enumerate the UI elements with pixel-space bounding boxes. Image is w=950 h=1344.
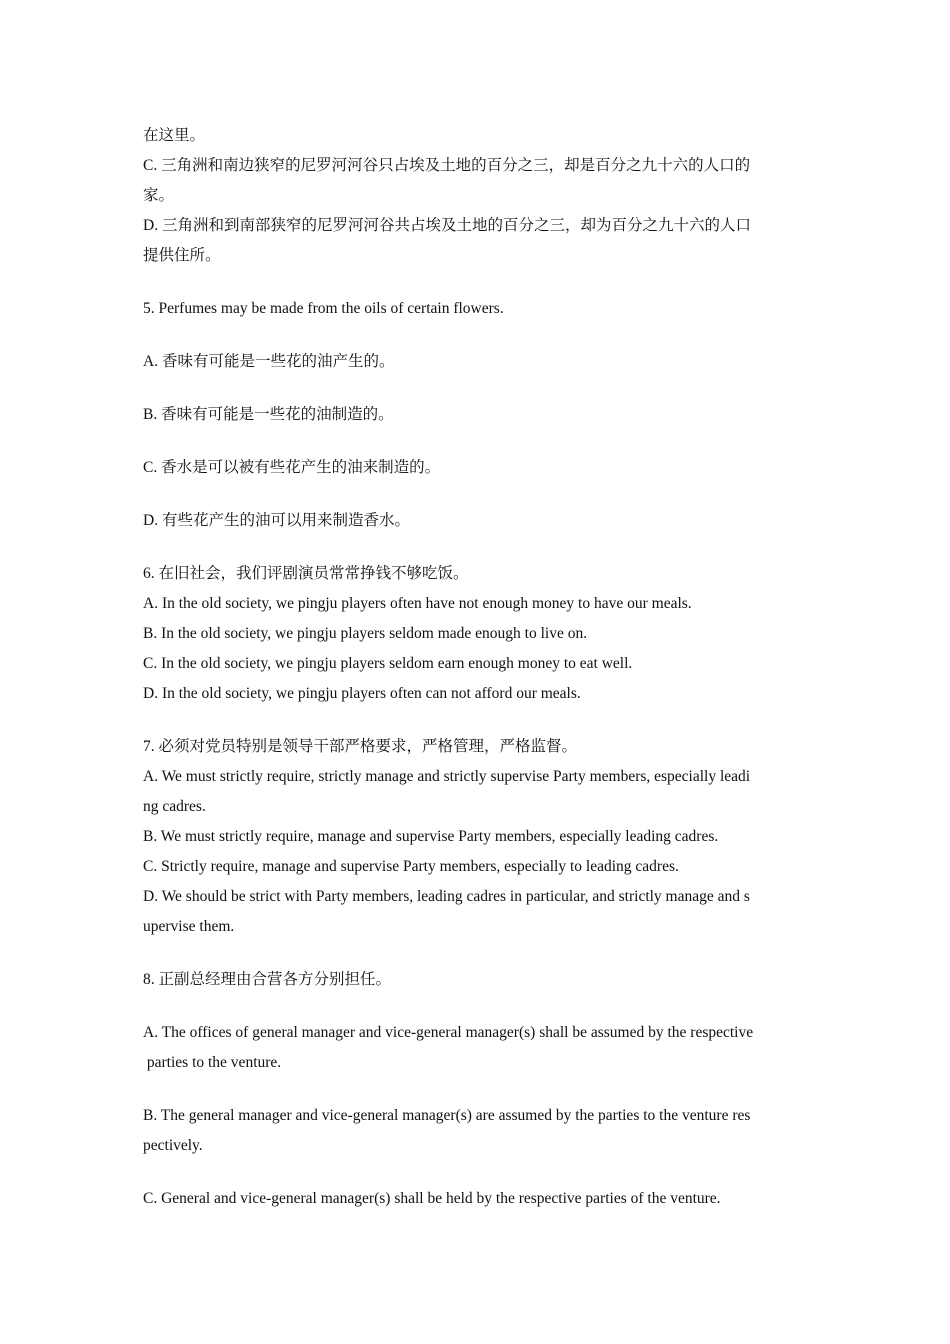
q7-option-a-line1: A. We must strictly require, strictly manage and strictly supervise Party members, especially leadi [143,768,751,785]
q7-option-d-line1: D. We should be strict with Party members, leading cadres in particular, and strictly manage and s [143,888,750,905]
q6-option-c: C. In the old society, we pingju players seldom earn enough money to eat well. [143,655,633,672]
q8-option-a-line1: A. The offices of general manager and vice-general manager(s) shall be assumed by the respective [143,1024,754,1041]
q5-option-d: D. 有些花产生的油可以用来制造香水。 [143,512,410,529]
q6-option-b: B. In the old society, we pingju players seldom made enough to live on. [143,625,588,642]
q5-option-c: C. 香水是可以被有些花产生的油来制造的。 [143,459,441,476]
q4-option-c-line1: C. 三角洲和南边狭窄的尼罗河河谷只占埃及土地的百分之三，却是百分之九十六的人口的 [143,157,751,174]
q7-option-a-line2: ng cadres. [143,798,206,815]
document-page [143,121,808,1214]
q8-option-a-line2: parties to the venture. [143,1054,282,1071]
q8-option-b-line2: pectively. [143,1137,203,1154]
q7-question: 7. 必须对党员特别是领导干部严格要求，严格管理，严格监督。 [143,738,578,755]
q7-option-d-line2: upervise them. [143,918,235,935]
q5-question: 5. Perfumes may be made from the oils of certain flowers. [143,300,504,317]
q7-option-b: B. We must strictly require, manage and supervise Party members, especially leading cadres. [143,828,719,845]
q8-option-b-line1: B. The general manager and vice-general manager(s) are assumed by the parties to the venture res [143,1107,751,1124]
q4-tail: 在这里。 [143,127,206,144]
q6-option-d: D. In the old society, we pingju players often can not afford our meals. [143,685,581,702]
q5-option-b: B. 香味有可能是一些花的油制造的。 [143,406,394,423]
q6-question: 6. 在旧社会，我们评剧演员常常挣钱不够吃饭。 [143,565,469,582]
q8-option-c: C. General and vice-general manager(s) shall be held by the respective parties of the venture. [143,1190,721,1207]
q4-option-d-line2: 提供住所。 [143,247,221,264]
q4-option-d-line1: D. 三角洲和到南部狭窄的尼罗河河谷共占埃及土地的百分之三，却为百分之九十六的人口 [143,217,751,234]
q7-option-c: C. Strictly require, manage and supervise Party members, especially to leading cadres. [143,858,679,875]
q8-question: 8. 正副总经理由合营各方分别担任。 [143,971,392,988]
q4-option-c-line2: 家。 [143,187,175,204]
q6-option-a: A. In the old society, we pingju players often have not enough money to have our meals. [143,595,692,612]
q5-option-a: A. 香味有可能是一些花的油产生的。 [143,353,395,370]
